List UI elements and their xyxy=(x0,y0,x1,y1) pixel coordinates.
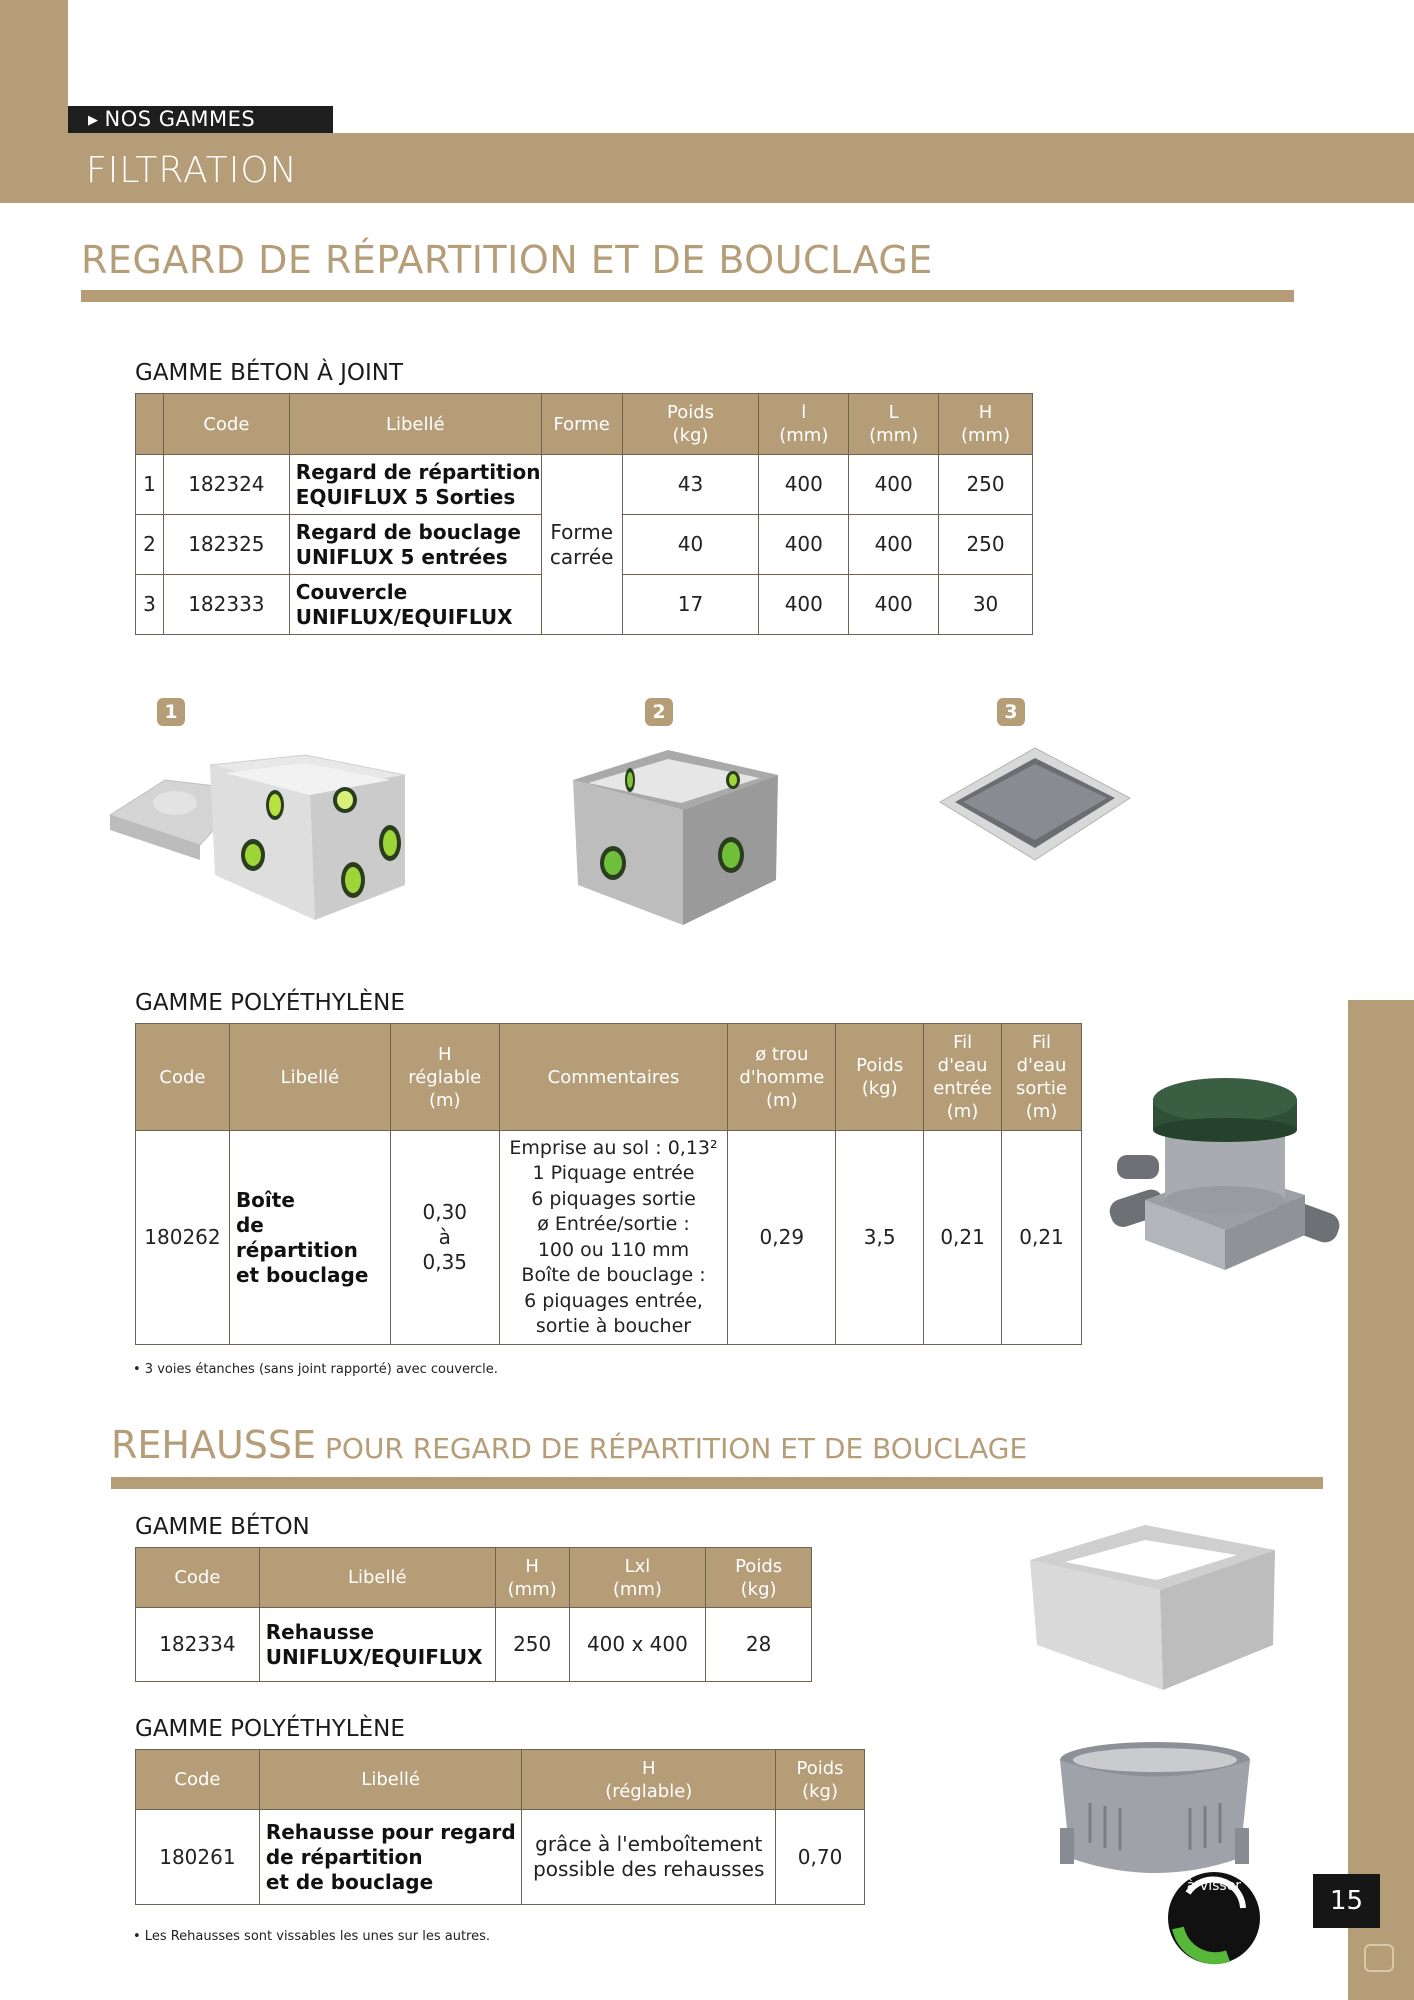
table-beton-joint xyxy=(135,393,1033,635)
note-polyethylene: • 3 voies étanches (sans joint rapporté) avec couvercle. xyxy=(133,1362,498,1377)
col-fe-l4: (m) xyxy=(946,1101,979,1122)
row-trou: 0,29 xyxy=(728,1131,836,1345)
row-code: 182325 xyxy=(163,515,289,575)
col-poids-l1: Poids xyxy=(796,1757,844,1779)
row-libelle xyxy=(289,455,541,515)
col-fs-l3: sortie xyxy=(1016,1078,1067,1099)
col-poids-l2: (kg) xyxy=(740,1578,777,1600)
category-title: FILTRATION xyxy=(86,150,298,191)
comment-l2: 1 Piquage entrée xyxy=(532,1162,695,1184)
forme-cell xyxy=(541,455,622,635)
row-code: 182324 xyxy=(163,455,289,515)
row-code: 180262 xyxy=(136,1131,230,1345)
row-L: 400 xyxy=(849,575,939,635)
col-code: Code xyxy=(136,1750,260,1810)
subtitle-beton-joint: GAMME BÉTON À JOINT xyxy=(135,360,404,386)
row-num: 1 xyxy=(136,455,164,515)
col-libelle: Libellé xyxy=(259,1750,522,1810)
row-L: 400 xyxy=(849,515,939,575)
triangle-icon: ▶ xyxy=(88,113,99,128)
row-poids: 28 xyxy=(706,1608,812,1682)
col-H-l1: H xyxy=(978,402,993,423)
col-poids xyxy=(836,1024,924,1131)
title-rehausse-small: POUR REGARD DE RÉPARTITION ET DE BOUCLAGE xyxy=(316,1432,1028,1465)
page-number: 15 xyxy=(1313,1874,1380,1928)
section-rule xyxy=(81,290,1294,302)
row-num: 2 xyxy=(136,515,164,575)
col-poids xyxy=(706,1548,812,1608)
row-l: 400 xyxy=(759,515,849,575)
row-libelle-l1: Boîte xyxy=(235,1187,295,1212)
row-h-l1: grâce à l'emboîtement xyxy=(535,1832,763,1856)
table-rehausse-beton xyxy=(135,1547,812,1682)
col-h-l1: H xyxy=(525,1555,539,1577)
row-libelle-l2: EQUIFLUX 5 Sorties xyxy=(295,484,516,509)
col-h-l3: (m) xyxy=(428,1089,461,1111)
row-fil-sortie: 0,21 xyxy=(1002,1131,1082,1345)
row-libelle-l2: de répartition xyxy=(265,1844,423,1869)
row-poids: 40 xyxy=(622,515,759,575)
table-rehausse-polyethylene xyxy=(135,1749,865,1905)
col-lxl xyxy=(569,1548,706,1608)
row-libelle-l1: Rehausse pour regard xyxy=(265,1819,516,1844)
comment-l4: ø Entrée/sortie : xyxy=(537,1213,690,1235)
row-libelle-l2: UNIFLUX 5 entrées xyxy=(295,544,508,569)
row-poids: 43 xyxy=(622,455,759,515)
badge-1: 1 xyxy=(157,698,185,726)
row-poids: 0,70 xyxy=(776,1810,865,1905)
share-icon[interactable] xyxy=(1364,1944,1394,1972)
row-libelle-l2: UNIFLUX/EQUIFLUX xyxy=(265,1644,483,1669)
col-trou-l2: d'homme xyxy=(739,1066,825,1088)
col-H xyxy=(939,394,1033,455)
col-lxl-l1: Lxl xyxy=(624,1555,651,1577)
badge-3: 3 xyxy=(997,698,1025,726)
row-code: 182334 xyxy=(136,1608,260,1682)
subtitle-beton: GAMME BÉTON xyxy=(135,1514,310,1540)
row-libelle-l1: Couvercle xyxy=(295,579,408,604)
col-h-l1: H xyxy=(437,1043,452,1065)
row-l: 400 xyxy=(759,455,849,515)
col-l xyxy=(759,394,849,455)
col-fs-l4: (m) xyxy=(1025,1101,1058,1122)
col-h-reglable xyxy=(390,1024,499,1131)
section-title-regard: REGARD DE RÉPARTITION ET DE BOUCLAGE xyxy=(81,238,933,282)
col-h-l2: (mm) xyxy=(507,1578,557,1600)
note-rehausse: • Les Rehausses sont vissables les unes sur les autres. xyxy=(133,1929,491,1944)
title-rehausse-big: REHAUSSE xyxy=(111,1423,317,1467)
row-libelle-l1: Regard de répartition xyxy=(295,459,541,484)
col-libelle: Libellé xyxy=(229,1024,390,1131)
col-fs-l2: d'eau xyxy=(1016,1055,1067,1076)
col-trou xyxy=(728,1024,836,1131)
forme-l1: Forme xyxy=(550,519,614,544)
section-rule xyxy=(111,1477,1323,1489)
col-fe-l1: Fil xyxy=(953,1032,973,1053)
comment-l7: 6 piquages entrée, xyxy=(524,1289,703,1312)
col-fil-entree xyxy=(924,1024,1002,1131)
subtitle-polyethylene: GAMME POLYÉTHYLÈNE xyxy=(135,990,405,1016)
col-L-l2: (mm) xyxy=(869,425,919,446)
forme-l2: carrée xyxy=(549,544,614,569)
couvercle-image xyxy=(935,740,1135,865)
table-row xyxy=(136,1810,865,1905)
col-fe-l3: entrée xyxy=(933,1078,992,1099)
row-h: 250 xyxy=(495,1608,569,1682)
row-code: 180261 xyxy=(136,1810,260,1905)
section-tag-label: NOS GAMMES xyxy=(104,107,256,131)
col-L xyxy=(849,394,939,455)
row-libelle-l2: UNIFLUX/EQUIFLUX xyxy=(295,604,513,629)
table-row xyxy=(136,455,1033,515)
stamp-text: à visser xyxy=(1186,1878,1242,1894)
table-row xyxy=(136,1608,812,1682)
col-fs-l1: Fil xyxy=(1032,1032,1052,1053)
row-libelle xyxy=(259,1608,495,1682)
row-poids: 3,5 xyxy=(836,1131,924,1345)
row-code: 182333 xyxy=(163,575,289,635)
row-H: 30 xyxy=(939,575,1033,635)
col-poids xyxy=(622,394,759,455)
subtitle-rehausse-polyethylene: GAMME POLYÉTHYLÈNE xyxy=(135,1716,405,1742)
col-libelle: Libellé xyxy=(289,394,541,455)
row-L: 400 xyxy=(849,455,939,515)
col-h-l2: (réglable) xyxy=(605,1780,693,1802)
comment-l5: 100 ou 110 mm xyxy=(537,1238,690,1261)
row-H: 250 xyxy=(939,515,1033,575)
row-h xyxy=(522,1810,776,1905)
col-poids-l2: (kg) xyxy=(672,425,709,446)
comment-l1: Emprise au sol : 0,13² xyxy=(509,1136,718,1159)
section-tag xyxy=(68,106,333,133)
col-l-l1: l xyxy=(801,402,807,423)
col-poids-l2: (kg) xyxy=(861,1078,898,1099)
row-l: 400 xyxy=(759,575,849,635)
row-libelle-l3: et de bouclage xyxy=(265,1869,434,1894)
row-libelle xyxy=(289,575,541,635)
regard-uniflux-image xyxy=(568,735,783,930)
row-H: 250 xyxy=(939,455,1033,515)
regard-equiflux-image xyxy=(105,725,415,935)
col-lxl-l2: (mm) xyxy=(612,1578,662,1600)
col-h xyxy=(495,1548,569,1608)
boite-polyethylene-image xyxy=(1105,1070,1345,1280)
col-poids xyxy=(776,1750,865,1810)
table-polyethylene xyxy=(135,1023,1082,1345)
right-side-bar xyxy=(1348,1000,1414,2000)
row-fil-entree: 0,21 xyxy=(924,1131,1002,1345)
badge-2: 2 xyxy=(645,698,673,726)
col-commentaires: Commentaires xyxy=(499,1024,728,1131)
row-h-l3: 0,35 xyxy=(422,1250,468,1274)
col-l-l2: (mm) xyxy=(779,425,829,446)
row-h xyxy=(390,1131,499,1345)
col-fe-l2: d'eau xyxy=(937,1055,988,1076)
col-H-l2: (mm) xyxy=(960,425,1011,446)
col-code: Code xyxy=(136,1548,260,1608)
row-h-l2: possible des rehausses xyxy=(533,1857,765,1881)
col-trou-l3: (m) xyxy=(766,1089,798,1111)
row-num: 3 xyxy=(136,575,164,635)
col-h xyxy=(522,1750,776,1810)
comment-l8: sortie à boucher xyxy=(535,1315,692,1337)
section-title-rehausse xyxy=(111,1423,1027,1467)
col-h-l1: H xyxy=(641,1757,656,1779)
row-h-l2: à xyxy=(438,1225,451,1249)
col-trou-l1: ø trou xyxy=(755,1043,809,1065)
col-h-l2: réglable xyxy=(408,1066,482,1088)
row-libelle xyxy=(229,1131,390,1345)
col-num xyxy=(136,394,164,455)
row-libelle xyxy=(289,515,541,575)
col-code: Code xyxy=(136,1024,230,1131)
col-poids-l1: Poids xyxy=(856,1055,904,1076)
rehausse-beton-image xyxy=(1025,1520,1280,1695)
row-libelle xyxy=(259,1810,522,1905)
row-h-l1: 0,30 xyxy=(422,1200,468,1224)
col-L-l1: L xyxy=(888,402,899,423)
table-row xyxy=(136,1131,1082,1345)
a-visser-stamp xyxy=(1158,1868,1270,1968)
row-libelle-l1: Regard de bouclage xyxy=(295,519,521,544)
col-poids-l1: Poids xyxy=(735,1555,783,1577)
row-libelle-l1: Rehausse xyxy=(265,1619,375,1644)
row-libelle-l2: de répartition xyxy=(235,1212,358,1262)
col-poids-l2: (kg) xyxy=(802,1780,838,1802)
row-commentaires xyxy=(499,1131,728,1345)
col-poids-l1: Poids xyxy=(666,402,715,423)
row-lxl: 400 x 400 xyxy=(569,1608,706,1682)
row-libelle-l3: et bouclage xyxy=(235,1262,369,1287)
comment-l3: 6 piquages sortie xyxy=(531,1187,696,1210)
col-fil-sortie xyxy=(1002,1024,1082,1131)
col-libelle: Libellé xyxy=(259,1548,495,1608)
row-poids: 17 xyxy=(622,575,759,635)
col-code: Code xyxy=(163,394,289,455)
col-forme: Forme xyxy=(541,394,622,455)
comment-l6: Boîte de bouclage : xyxy=(521,1264,706,1286)
